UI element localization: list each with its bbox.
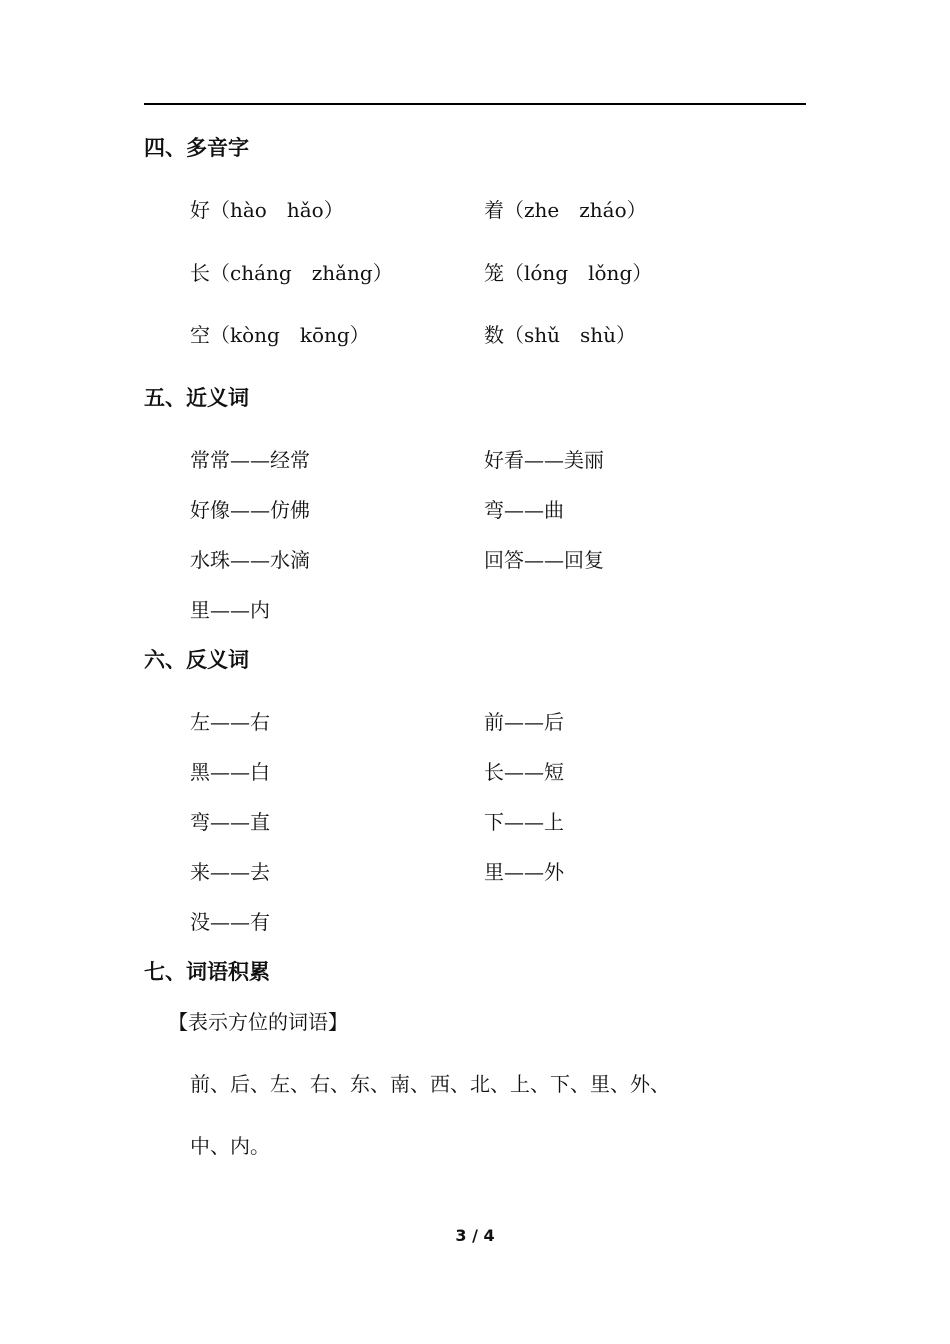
polyphonic-item: 着（zhe zháo） (484, 198, 647, 222)
polyphonic-item: 长（cháng zhǎng） (190, 261, 393, 285)
antonym-pair: 下——上 (484, 810, 564, 834)
page-number: 3 / 4 (455, 1226, 495, 1245)
synonym-pair: 好看——美丽 (484, 448, 604, 472)
polyphonic-item: 好（hào hǎo） (190, 198, 344, 222)
section-title-synonyms: 五、近义词 (144, 386, 249, 410)
vocabulary-line: 前、后、左、右、东、南、西、北、上、下、里、外、 (190, 1072, 670, 1096)
synonym-pair: 常常——经常 (190, 448, 310, 472)
antonym-pair: 来——去 (190, 860, 270, 884)
vocabulary-subtitle: 【表示方位的词语】 (168, 1010, 348, 1034)
vocabulary-line: 中、内。 (190, 1134, 270, 1158)
synonym-pair: 回答——回复 (484, 548, 604, 572)
antonym-pair: 长——短 (484, 760, 564, 784)
synonym-pair: 弯——曲 (484, 498, 564, 522)
header-rule (144, 103, 806, 105)
section-title-vocabulary: 七、词语积累 (144, 960, 270, 984)
synonym-pair: 水珠——水滴 (190, 548, 310, 572)
polyphonic-item: 数（shǔ shù） (484, 323, 637, 347)
antonym-pair: 里——外 (484, 860, 564, 884)
section-title-antonyms: 六、反义词 (144, 648, 249, 672)
polyphonic-item: 笼（lóng lǒng） (484, 261, 653, 285)
section-title-polyphonic: 四、多音字 (144, 136, 249, 160)
antonym-pair: 没——有 (190, 910, 270, 934)
antonym-pair: 黑——白 (190, 760, 270, 784)
antonym-pair: 前——后 (484, 710, 564, 734)
synonym-pair: 好像——仿佛 (190, 498, 310, 522)
antonym-pair: 左——右 (190, 710, 270, 734)
antonym-pair: 弯——直 (190, 810, 270, 834)
synonym-pair: 里——内 (190, 598, 270, 622)
polyphonic-item: 空（kòng kōng） (190, 323, 370, 347)
